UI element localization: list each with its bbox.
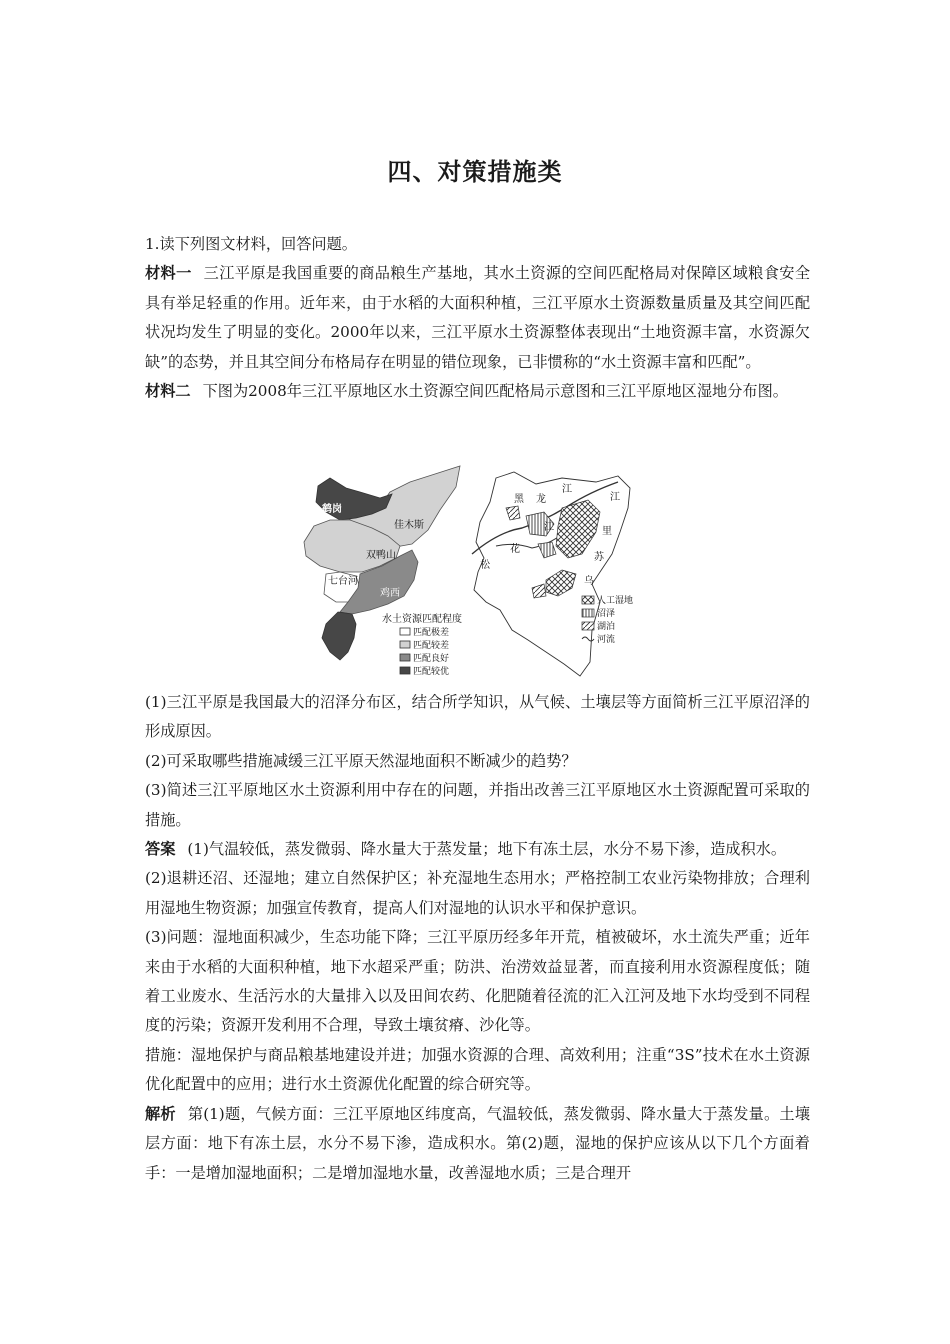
legend-river: 河流 [597,635,616,645]
material-two [145,377,810,406]
label-hua: 花 [510,544,520,555]
label-li: 里 [602,526,612,537]
maps-figure [300,462,660,684]
question-number: 1. [145,235,160,253]
material-one-text: 三江平原是我国重要的商品粮生产基地，其水土资源的空间匹配格局对保障区域粮食安全具有举足轻重的作用。近年来，由于水稻的大面积种植，三江平原水土资源数量质量及其空间匹配状况均发生了明显的变化。2000年以来，三江平原水土资源整体表现出“土地资源丰富，水资源欠缺”的态势，并且其空间分布格局存在明显的错位现象，已非惯称的“水土资源丰富和匹配”。 [145,264,811,371]
label-jiang-2: 江 [610,492,620,503]
material-one [145,259,810,377]
label-su: 苏 [594,552,604,563]
label-wu: 乌 [584,576,594,587]
legend-artificial-wetland: 人工湿地 [597,596,634,606]
legend-title: 水土资源匹配程度 [382,614,462,625]
right-map-outline [474,472,630,676]
label-long: 龙 [536,494,546,505]
question-stem: 1.读下列图文材料，回答问题。 [145,235,357,253]
answer-3-measures: 措施：湿地保护与商品粮基地建设并进；加强水资源的合理、高效利用；注重“3S”技术在水土资源优化配置中的应用；进行水土资源优化配置的综合研究等。 [145,1045,810,1094]
legend-good: 匹配良好 [413,654,450,664]
answer-1: 答案 (1)气温较低，蒸发微弱、降水量大于蒸发量；地下有冻土层，水分不易下渗，造成积水。 [145,840,787,859]
label-shuangyashan: 双鸭山 [366,550,396,561]
page-title: 四、对策措施类 [387,158,563,186]
questions-and-answers [145,688,810,1188]
analysis-label: 解析 [145,1104,176,1123]
label-hegang: 鹤岗 [322,504,342,515]
answer-3: (3)问题：湿地面积减少，生态功能下降；三江平原历经多年开荒，植被破坏，水土流失严重；近年来由于水稻的大面积种植，地下水超采严重；防洪、治涝效益显著，而直接利用水资源程度低；随着工业废水、生活污水的大量排入以及田间农药、化肥随着径流的汇入江河及地下水均受到不同程度的污染；资源开发利用不合理，导致土壤贫瘠、沙化等。 [145,928,810,1035]
answer-label: 答案 [145,840,176,859]
legend-poor: 匹配较差 [413,641,450,651]
legend-marsh: 沼泽 [597,609,616,619]
label-jixi: 鸡西 [380,588,400,599]
sub-question-3: (3)简述三江平原地区水土资源利用中存在的问题，并指出改善三江平原地区水土资源配置可采取的措施。 [145,781,810,829]
sub-question-1: (1)三江平原是我国最大的沼泽分布区，结合所学知识，从气候、土壤层等方面简析三江平原沼泽的形成原因。 [145,693,810,741]
question-section [145,230,810,406]
legend-very-poor: 匹配极差 [413,628,450,638]
label-song: 松 [480,560,490,571]
right-map [472,472,633,676]
material-two-text: 下图为2008年三江平原地区水土资源空间匹配格局示意图和三江平原地区湿地分布图。 [202,382,788,401]
material-one-label: 材料一 [145,264,192,283]
region-south [322,612,356,660]
legend-best: 匹配较优 [413,667,450,677]
material-two-label: 材料二 [145,382,191,401]
sub-question-2: (2)可采取哪些措施减缓三江平原天然湿地面积不断减少的趋势？ [145,751,577,770]
legend-lake: 湖泊 [597,622,616,632]
left-map [304,466,462,677]
answer-2: (2)退耕还沼、还湿地；建立自然保护区；补充湿地生态用水；严格控制工农业污染物排放；合理利用湿地生物资源；加强宣传教育，提高人们对湿地的认识水平和保护意识。 [145,869,810,917]
label-jiamusi: 佳木斯 [394,520,424,531]
label-jiang-3: 江 [544,522,554,533]
label-hei: 黑 [514,494,524,505]
label-qitaihe: 七台河 [328,576,358,587]
maps-svg [300,462,660,684]
analysis: 解析 第(1)题，气候方面：三江平原地区纬度高，气温较低，蒸发微弱、降水量大于蒸发量。土壤层方面：地下有冻土层，水分不易下渗，造成积水。第(2)题，湿地的保护应该从以下几个方面着手：一是增加湿地面积；二是增加湿地水量，改善湿地水质；三是合理开 [145,1104,811,1182]
label-jiang-1: 江 [562,484,572,495]
